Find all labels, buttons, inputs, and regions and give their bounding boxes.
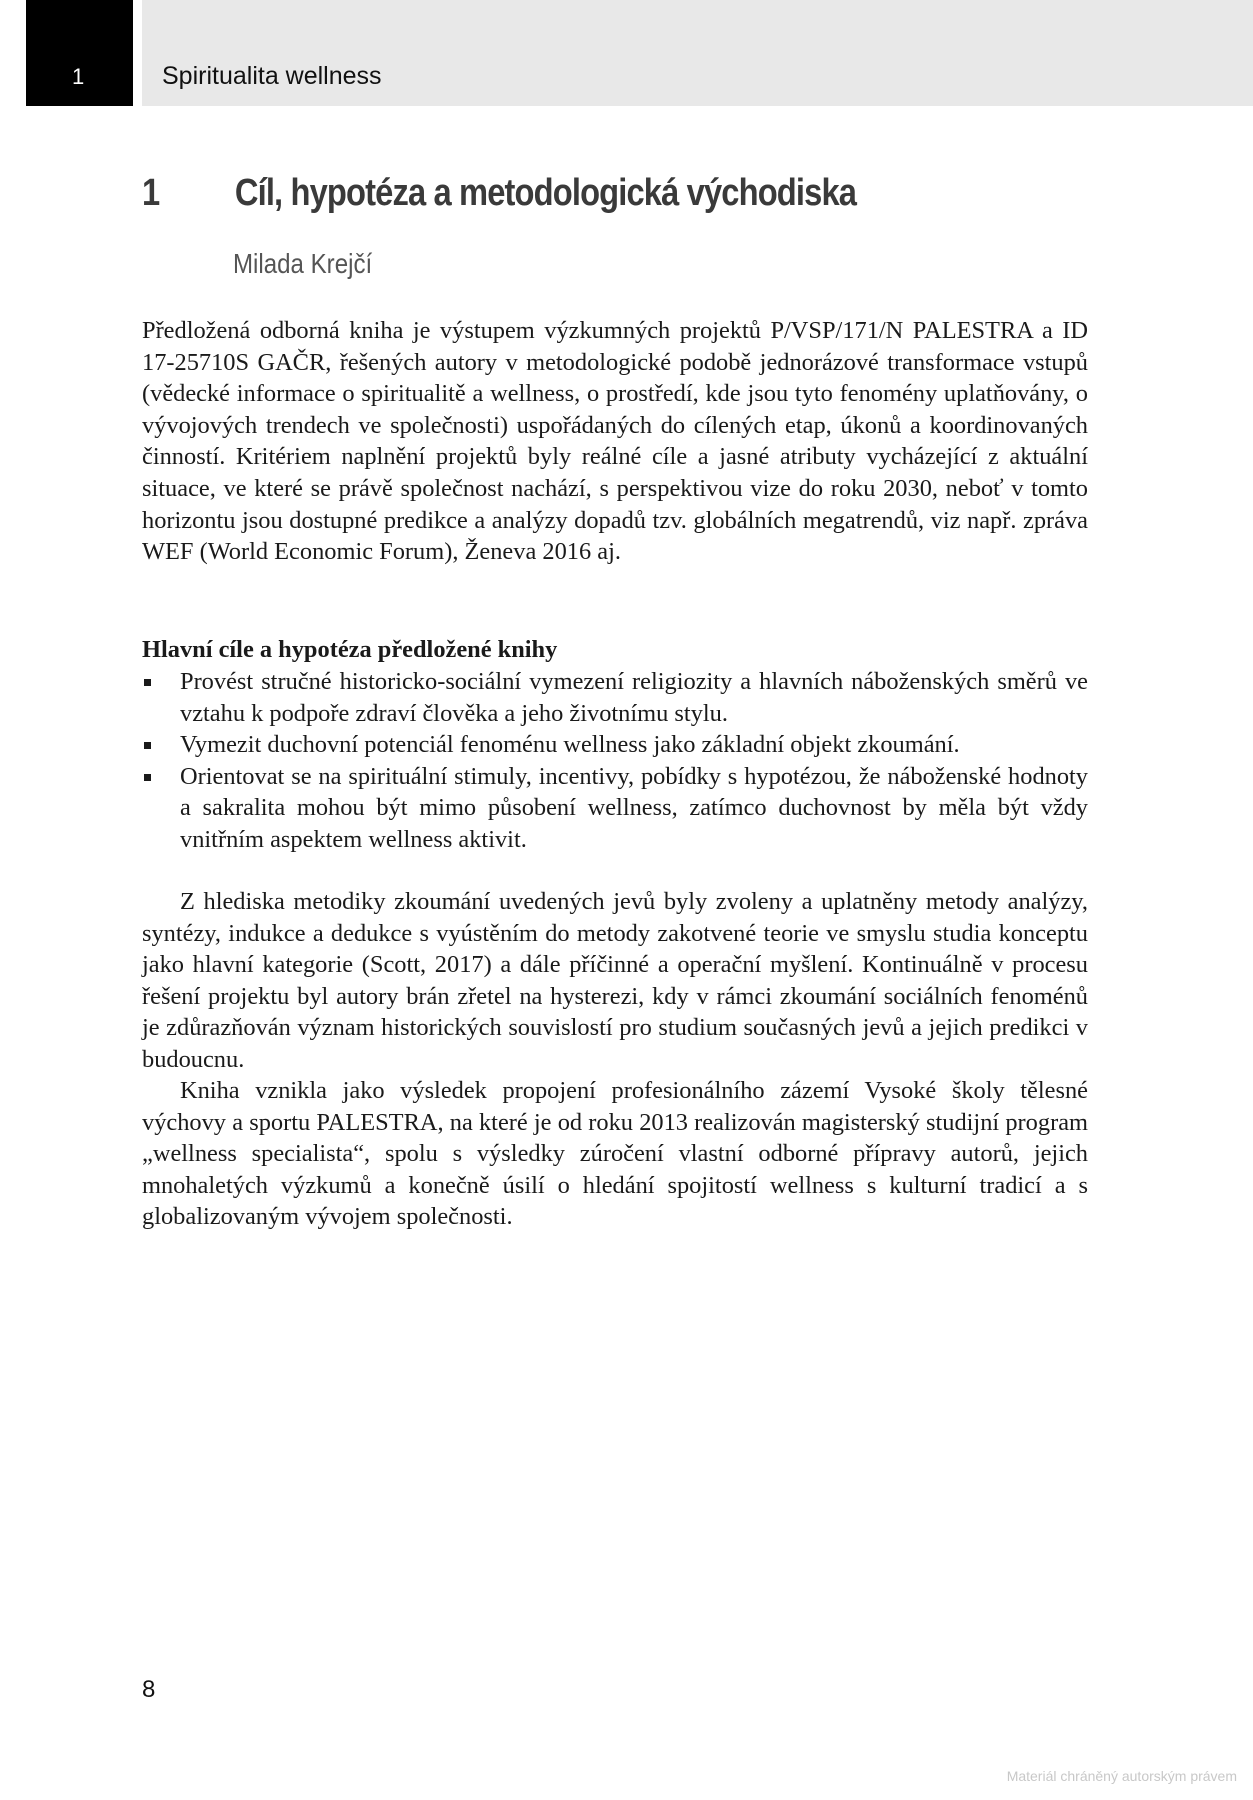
bullet-icon: [144, 774, 151, 781]
method-paragraph: Z hlediska metodiky zkoumání uvedených jevů byly zvoleny a uplatněny metody analýzy, syntézy, indukce a dedukce s vyústěním do metody zakotvené teorie ve smyslu studia konceptu jako hlavní kategorie (Scott, 2017) a dále příčinné a operační myšlení. Kontinuálně v procesu řešení projektu byl autory brán zřetel na hysterezi, kdy v rámci zkoumání sociálních fenoménů je zdůrazňován význam historických souvislostí pro studium současných jevů a jejich predikci v budoucnu.: [142, 888, 1088, 1073]
list-item: [142, 761, 1088, 856]
chapter-number-tab: [26, 0, 133, 106]
goals-heading: Hlavní cíle a hypotéza předložené knihy: [142, 636, 558, 663]
goals-list: [142, 666, 1088, 856]
goal-text: Orientovat se na spirituální stimuly, incentivy, pobídky s hypotézou, že náboženské hodnoty a sakralita mohou být mimo působení wellness, zatímco duchovnost by měla být vždy vnitřním aspektem wellness aktivit.: [180, 762, 1088, 853]
chapter-heading: [142, 172, 1002, 215]
running-header: [142, 0, 1253, 106]
page-number: 8: [142, 1676, 156, 1703]
intro-paragraph: Předložená odborná kniha je výstupem výzkumných projektů P/VSP/171/N PALESTRA a ID 17-25710S GAČR, řešených autory v metodologické podobě jednorázové transformace vstupů (vědecké informace o spiritualitě a wellness, o prostředí, kde jsou tyto fenomény uplatňovány, o vývojových trendech ve společnosti) uspořádaných do cílených etap, úkonů a koordinovaných činností. Kritériem naplnění projektů byly reálné cíle a jasné atributy vycházející z aktuální situace, ve které se právě společnost nachází, s perspektivou vize do roku 2030, neboť v tomto horizontu jsou dostupné predikce a analýzy dopadů tzv. globálních megatrendů, viz např. zpráva WEF (World Economic Forum), Ženeva 2016 aj.: [142, 317, 1088, 566]
list-item: [142, 729, 1088, 761]
chapter-author: Milada Krejčí: [233, 248, 373, 279]
goal-text: Provést stručné historicko-sociální vymezení religiozity a hlavních náboženských směrů ve vztahu k podpoře zdraví člověka a jeho životnímu stylu.: [180, 668, 1088, 727]
bullet-icon: [144, 679, 151, 686]
copyright-watermark: Materiál chráněný autorským právem: [1006, 1768, 1237, 1784]
chapter-title: Cíl, hypotéza a metodologická východiska: [234, 172, 857, 214]
list-item: [142, 666, 1088, 729]
origin-paragraph: Kniha vznikla jako výsledek propojení profesionálního zázemí Vysoké školy tělesné výchovy a sportu PALESTRA, na které je od roku 2013 realizován magisterský studijní program „wellness specialista“, spolu s výsledky zúročení vlastní odborné přípravy autorů, jejich mnohaletých výzkumů a konečně úsilí o hledání spojitostí wellness s kulturní tradicí a s globalizovaným vývojem společnosti.: [142, 1077, 1088, 1231]
bullet-icon: [144, 742, 151, 749]
running-title: Spiritualita wellness: [162, 62, 382, 90]
goal-text: Vymezit duchovní potenciál fenoménu wellness jako základní objekt zkoumání.: [180, 731, 960, 759]
chapter-tab-number: 1: [72, 64, 85, 89]
chapter-number: 1: [142, 172, 160, 214]
